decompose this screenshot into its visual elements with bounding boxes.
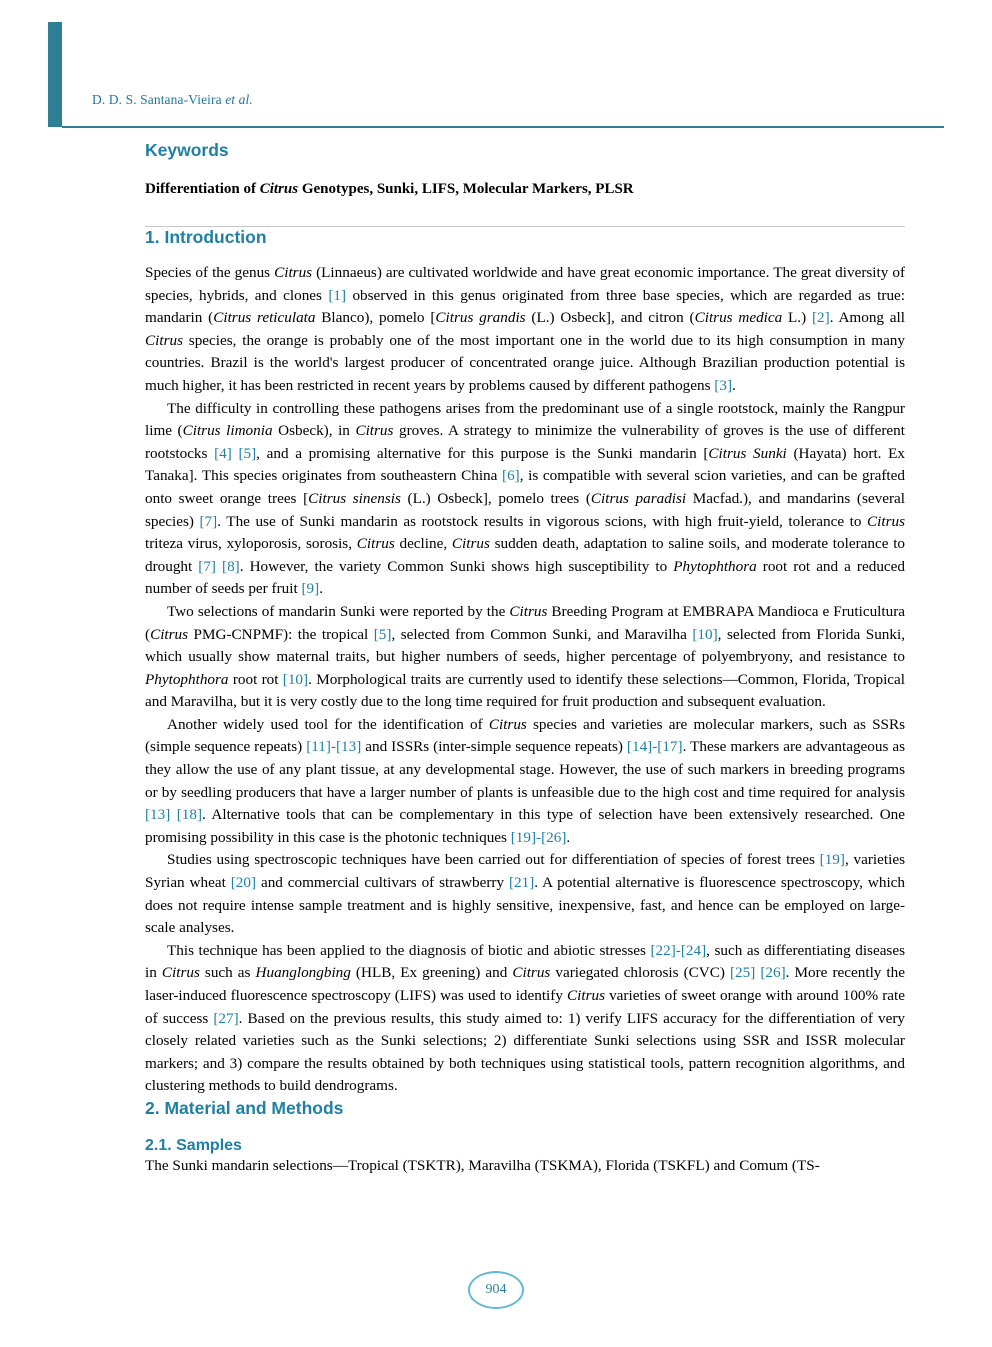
keywords-text-1: Differentiation of (145, 181, 260, 197)
paragraph-2: The difficulty in controlling these pathogens arises from the predominant use of a single rootstock, mainly the Rangpur lime (Citrus limonia Osbeck), in Citrus groves. A strategy to minimize the vulnerability of groves is the use of different rootstocks [4] [5], and a promising alternative for this purpose is the Sunki mandarin [Citrus Sunki (Hayata) hort. Ex Tanaka]. This species originates from southeastern China [6], is compatible with several scion varieties, and can be grafted onto sweet orange trees [Citrus sinensis (L.) Osbeck], pomelo trees (Citrus paradisi Macfad.), and mandarins (several species) [7]. The use of Sunki mandarin as rootstock results in vigorous scions, with high fruit-yield, tolerance to Citrus triteza virus, xyloporosis, sorosis, Citrus decline, Citrus sudden death, adaptation to saline soils, and moderate tolerance to drought [7] [8]. However, the variety Common Sunki shows high susceptibility to Phytophthora root rot and a reduced number of seeds per fruit [9]. (145, 399, 906, 598)
paragraph-3: Two selections of mandarin Sunki were reported by the Citrus Breeding Program at EMBRAPA Mandioca e Fruticultura (Citrus PMG-CNPMF): the tropical [5], selected from Common Sunki, and Maravilha [10], selected from Florida Sunki, which usually show maternal traits, but higher numbers of seeds, higher percentage of polyembryony, and resistance to Phytophthora root rot [10]. Morphological traits are currently used to identify these selections—Common, Florida, Tropical and Maravilha, but it is very costly due to the long time required for fruit production and subsequent evaluation. (145, 602, 905, 711)
keywords-italic-citrus: Citrus (259, 181, 299, 197)
header-accent-bar (48, 22, 62, 127)
paragraph-6: This technique has been applied to the diagnosis of biotic and abiotic stresses [22]-[24], such as differentiating diseases in Citrus such as Huanglongbing (HLB, Ex greening) and Citrus variegated chlorosis (CVC) [25] [26]. More recently the laser-induced fluorescence spectroscopy (LIFS) was used to identify Citrus varieties of sweet orange with around 100% rate of success [27]. Based on the previous results, this study aimed to: 1) verify LIFS accuracy for the differentiation of very closely related varieties such as the Sunki selections; 2) differentiate Sunki selections using SSR and ISSR molecular markers; and 3) compare the results obtained by both techniques using statistical tools, pattern recognition algorithms, and clustering methods to build dendrograms. (145, 941, 905, 1095)
running-header-author-name: D. D. S. Santana-Vieira (92, 92, 226, 107)
keywords-list (145, 181, 905, 198)
keywords-text-2: Genotypes, Sunki, LIFS, Molecular Markers, PLSR (298, 181, 634, 197)
running-header-author-etal: et al. (225, 92, 253, 107)
material-methods-heading: 2. Material and Methods (145, 1097, 344, 1118)
header-divider (62, 126, 944, 128)
paragraph-7: The Sunki mandarin selections—Tropical (TSKTR), Maravilha (TSKMA), Florida (TSKFL) and Comum (TS- (145, 1156, 820, 1174)
article-content (145, 140, 905, 1178)
paragraph-1: Species of the genus Citrus (Linnaeus) are cultivated worldwide and have great economic importance. The great diversity of species, hybrids, and clones [1] observed in this genus originated from three base species, which are regarded as true: mandarin (Citrus reticulata Blanco), pomelo [Citrus grandis (L.) Osbeck], and citron (Citrus medica L.) [2]. Among all Citrus species, the orange is probably one of the most important one in the world due to its high consumption in many countries. Brazil is the world's largest producer of concentrated orange juice. Although Brazilian production potential is much higher, it has been restricted in recent years by problems caused by different pathogens [3]. (145, 264, 905, 394)
paragraph-5: Studies using spectroscopic techniques have been carried out for differentiation of species of forest trees [19], varieties Syrian wheat [20] and commercial cultivars of strawberry [21]. A potential alternative is fluorescence spectroscopy, which does not require intense sample treatment and is highly sensitive, inexpensive, fast, and hence can be employed on large-scale analyses. (145, 851, 905, 937)
running-header-author (92, 92, 253, 108)
page-number-badge: 904 (468, 1271, 524, 1309)
keywords-heading: Keywords (145, 140, 229, 160)
introduction-heading: 1. Introduction (145, 227, 267, 247)
samples-heading: 2.1. Samples (145, 1136, 242, 1154)
paragraph-4: Another widely used tool for the identification of Citrus species and varieties are molecular markers, such as SSRs (simple sequence repeats) [11]-[13] and ISSRs (inter-simple sequence repeats) [14]-[17]. These markers are advantageous as they allow the use of any plant tissue, at any developmental stage. However, the use of such markers in breeding programs or by seedling producers that have a larger number of plants is unfeasible due to the high cost and time required for analysis [13] [18]. Alternative tools that can be complementary in this type of selection have been extensively researched. One promising possibility in this case is the photonic techniques [19]-[26]. (145, 715, 906, 846)
